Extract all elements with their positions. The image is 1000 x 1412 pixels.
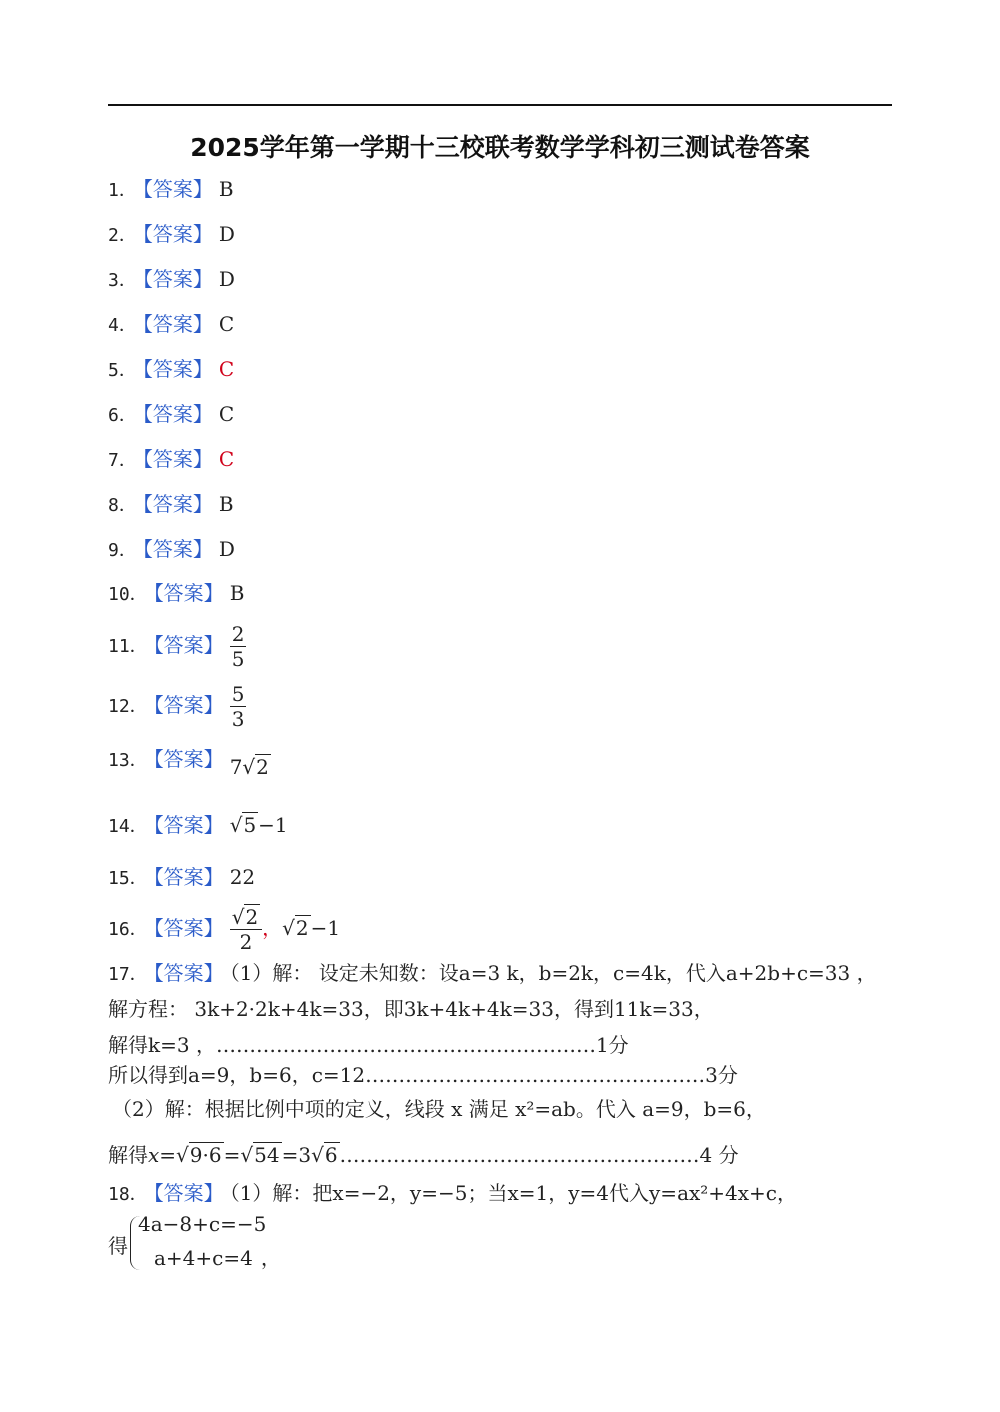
answer-value: B <box>218 492 234 516</box>
answer-row-4 <box>108 307 234 341</box>
sqrt-sign: √ <box>240 1143 254 1167</box>
answer-row-7 <box>108 442 234 476</box>
question-number: 7． <box>108 450 137 471</box>
answer-row-12 <box>108 680 246 730</box>
equals: =3 <box>281 1143 312 1167</box>
denominator: 3 <box>231 707 245 731</box>
equation: 4a−8+c=−5 <box>138 1212 267 1236</box>
question-number: 4． <box>108 315 137 336</box>
numerator: 2 <box>231 622 245 646</box>
answer-tag: 【答案】 <box>142 402 213 426</box>
answer-value <box>230 813 288 837</box>
answer-value: B <box>229 581 245 605</box>
answer-tag: 【答案】 <box>142 492 213 516</box>
text-prefix: 得 <box>108 1234 128 1258</box>
radicand: 2 <box>295 916 309 940</box>
page-title: 2025学年第一学期十三校联考数学学科初三测试卷答案 <box>190 133 810 162</box>
question-number: 5． <box>108 360 137 381</box>
separator: ， <box>262 916 283 940</box>
question-number: 15． <box>108 868 148 889</box>
radicand: 54 <box>254 1143 280 1167</box>
sqrt-sign: √ <box>231 905 245 929</box>
solution-line: 所以得到a=9，b=6，c=12……………………………………………3分 <box>108 1063 738 1087</box>
solution-line: 解方程： 3k+2·2k+4k=33，即3k+4k+4k=33，得到11k=33， <box>108 997 714 1021</box>
radicand: 2 <box>245 905 259 929</box>
question-number: 2． <box>108 225 137 246</box>
header-rule <box>108 104 892 106</box>
answer-row-18 <box>108 1176 797 1210</box>
question-number: 11． <box>108 636 148 657</box>
answer-row-1 <box>108 172 234 206</box>
answer-row-11 <box>108 620 246 670</box>
fraction <box>230 905 262 954</box>
sqrt-sign: √ <box>176 1143 189 1167</box>
answer-value: C <box>218 447 235 471</box>
question-number: 8． <box>108 495 137 516</box>
answer-tag: 【答案】 <box>142 267 213 291</box>
variable: x <box>148 1143 160 1167</box>
denominator: 5 <box>231 647 245 671</box>
punctuation: ， <box>260 1246 281 1270</box>
score-dots: ………………………………………………4 分 <box>339 1143 739 1167</box>
equals: = <box>159 1143 177 1167</box>
answer-row-6 <box>108 397 234 431</box>
answer-value: 22 <box>229 865 256 889</box>
question-number: 18． <box>108 1184 148 1205</box>
answer-tag: 【答案】 <box>153 813 224 837</box>
answer-tag: 【答案】 <box>142 222 213 246</box>
answer-value <box>230 755 271 779</box>
question-number: 10． <box>108 584 148 605</box>
answer-row-5 <box>108 352 234 386</box>
question-number: 9． <box>108 540 137 561</box>
answer-tag: 【答案】 <box>153 1181 224 1205</box>
answer-row-2 <box>108 217 235 251</box>
answer-tag: 【答案】 <box>153 581 224 605</box>
answer-tag: 【答案】 <box>153 916 224 940</box>
question-number: 17． <box>108 964 148 985</box>
answer-tag: 【答案】 <box>153 865 224 889</box>
answer-row-16 <box>108 900 340 956</box>
answer-value: C <box>218 357 235 381</box>
expression-rest: −1 <box>258 813 288 837</box>
answer-tag: 【答案】 <box>153 633 224 657</box>
answer-tag: 【答案】 <box>142 537 213 561</box>
answer-tag: 【答案】 <box>142 312 213 336</box>
denominator: 2 <box>239 930 253 954</box>
fraction <box>230 622 247 671</box>
answer-value: D <box>218 537 235 561</box>
answer-row-3 <box>108 262 235 296</box>
radicand: 9·6 <box>189 1143 222 1167</box>
answer-row-14 <box>108 808 288 842</box>
sqrt-sign: √ <box>311 1143 324 1167</box>
question-number: 1． <box>108 180 137 201</box>
answer-row-10 <box>108 576 244 610</box>
question-number: 6． <box>108 405 137 426</box>
sqrt-sign: √ <box>229 813 243 837</box>
answer-row-9 <box>108 532 235 566</box>
answer-value: B <box>218 177 234 201</box>
answer-tag: 【答案】 <box>142 357 213 381</box>
solution-line: （2）解：根据比例中项的定义，线段 x 满足 x²=ab。代入 a=9，b=6， <box>112 1097 766 1121</box>
answer-tag: 【答案】 <box>153 693 224 717</box>
answer-tag: 【答案】 <box>153 961 224 985</box>
answer-value: D <box>218 267 235 291</box>
expression-rest: −1 <box>310 916 341 940</box>
equation: a+4+c=4 <box>154 1246 253 1270</box>
answer-tag: 【答案】 <box>153 747 224 771</box>
equals: = <box>223 1143 241 1167</box>
answer-value: D <box>218 222 235 246</box>
answer-row-17 <box>108 956 877 990</box>
answer-row-15 <box>108 860 255 894</box>
solution-line <box>108 1140 739 1170</box>
question-number: 12． <box>108 696 148 717</box>
question-number: 3． <box>108 270 137 291</box>
fraction <box>230 682 247 731</box>
answer-row-13 <box>108 742 271 779</box>
sqrt-sign: √ <box>242 755 256 779</box>
solution-line: 解得k=3 ，…………………………………………………1分 <box>108 1033 629 1057</box>
radicand: 6 <box>324 1143 338 1167</box>
answer-tag: 【答案】 <box>142 447 213 471</box>
answer-value: C <box>218 312 235 336</box>
equation-row <box>154 1242 281 1271</box>
sqrt-sign: √ <box>282 916 295 940</box>
answer-tag: 【答案】 <box>142 177 213 201</box>
numerator <box>230 905 262 930</box>
coefficient: 7 <box>229 755 243 779</box>
text-prefix: 解得 <box>108 1143 148 1167</box>
question-number: 16． <box>108 919 148 940</box>
solution-line: （1）解：把x=−2，y=−5；当x=1，y=4代入y=ax²+4x+c， <box>229 1181 798 1205</box>
question-number: 13． <box>108 750 148 771</box>
answer-value: C <box>218 402 235 426</box>
question-number: 14． <box>108 816 148 837</box>
answer-row-8 <box>108 487 234 521</box>
solution-line: （1）解： 设定未知数：设a=3 k，b=2k，c=4k，代入a+2b+c=33 ， <box>229 961 877 985</box>
radicand: 5 <box>243 813 257 837</box>
numerator: 5 <box>231 682 245 706</box>
radicand: 2 <box>256 755 269 779</box>
